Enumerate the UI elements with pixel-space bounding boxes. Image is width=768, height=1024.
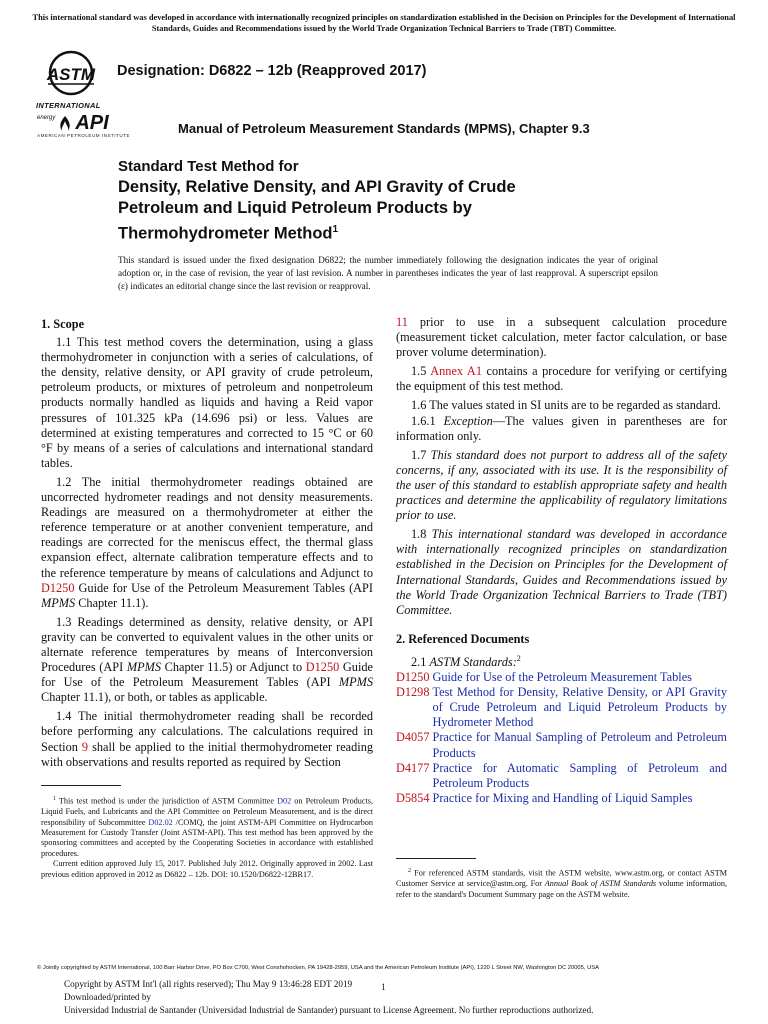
para-1-4-cont: shall be applied to the initial thermohydrometer reading with observations and results reported as required by Section: [41, 739, 373, 769]
title-line-2: Density, Relative Density, and API Gravity of Crude: [118, 178, 516, 196]
annex-a1-link[interactable]: Annex A1: [430, 364, 482, 379]
designation: Designation: D6822 – 12b (Reapproved 2017): [117, 63, 427, 79]
d1250-link[interactable]: D1250: [305, 660, 340, 675]
right-column: 11 prior to use in a subsequent calculation procedure (measurement ticket calculation, meter factor calculation, or base prover volume determination). 1.5 Annex A1 contains a procedure for verifying or certifying the equipment of this test method. 1.6 The values stated in SI units are to be regarded as standard. 1.6.1 Exception—The values given in parentheses are for information only. 1.7 This standard does not purport to address all of the safety concerns, if any, associated with its use. It is the responsibility of the user of this standard to establish appropriate safety and health practices and determine the applicability of regulatory limitations prior to use. 1.8 This international standard was developed in accordance with internationally recognized principles on standardization established in the Decision on Principles for the Development of International Standards, Guides and Recommendations issued by the World Trade Organization Technical Barriers to Trade (TBT) Committee. 2. Referenced Documents 2.1 ASTM Standards:$^2$ D1250 Guide for Use of the Petroleum Measurement Tables D1298 Test Method for Density, Relative Density, or API Gravity of Crude Petroleum and Liquid Petroleum Products by Hydrometer Method D4057 Practice for Manual Sampling of Petroleum and Petroleum Products D4177 Practice for Automatic Sampling of Petroleum and Petroleum Products D5854 Practice for Mixing and Handling of Liquid Samples: [396, 315, 728, 805]
page-number: 1: [381, 982, 386, 992]
para-1-6: 1.6 The values stated in SI units are to be regarded as standard.: [411, 398, 721, 413]
ref-item[interactable]: D4177 Practice for Automatic Sampling of Petroleum and Petroleum Products: [396, 760, 727, 790]
title-line-4: Thermohydrometer Method: [118, 224, 333, 243]
scope-heading: 1. Scope: [41, 317, 85, 331]
copyright-line: © Jointly copyrighted by ASTM International, 100 Barr Harbor Drive, PO Box C700, West Conshohocken, PA 19428-2959, USA and the American Petroleum Institute (API), 1220 L Street NW, Washington DC 20005, USA: [37, 965, 600, 971]
title-footnote-ref[interactable]: 1: [332, 224, 339, 235]
d02-02-link[interactable]: D02.02: [148, 817, 173, 827]
title-line-1: Standard Test Method for: [118, 158, 299, 175]
para-1-4: 1.4 The initial thermohydrometer reading shall be recorded before performing any calculations. The calculations required in Section 9 shall be applied to the initial thermohydrometer reading with observations and results reported as required by Section: [41, 709, 373, 769]
footnote-rule: [396, 858, 476, 859]
footnote-rule: [41, 785, 121, 786]
ref-item[interactable]: D1298 Test Method for Density, Relative Density, or API Gravity of Crude Petroleum and Liquid Petroleum Products by Hydrometer Method: [396, 685, 727, 730]
issue-note: This standard is issued under the fixed designation D6822; the number immediately following the designation indicates the year of original adoption or, in the case of revision, the year of last revision. A number in parentheses indicates the year of last reapproval. A superscript epsilon (ε) indicates an editorial change since the last revision or reapproval.: [118, 255, 658, 291]
footnote-2: $^2$ For referenced ASTM standards, visit the ASTM website, www.astm.org, or contact ASTM Customer Service at service@astm.org. For Annual Book of ASTM Standards volume information, refer to the standard's Document Summary page on the ASTM website.: [396, 868, 727, 899]
astm-emblem-icon: [36, 50, 106, 96]
footer-license: Universidad Industrial de Santander (Universidad Industrial de Santander) pursuant to License Agreement. No further reproductions authorized.: [64, 1005, 594, 1015]
para-1-2: 1.2 The initial thermohydrometer readings obtained are uncorrected hydrometer readings and not density measurements. Readings are measured on a thermohydrometer at either the reference temperature or at another convenient temperature, and readings are corrected for the meniscus effect, the thermal glass expansion effect, alternate calibration temperature effects and to the reference temperature by means of calculations and Adjunct to D1250 Guide for Use of the Petroleum Measurement Tables (API MPMS Chapter 11.1).: [41, 474, 373, 610]
api-wordmark: API: [75, 112, 109, 134]
para-1-5: 1.5 Annex A1 contains a procedure for verifying or certifying the equipment of this test method.: [396, 364, 727, 394]
svg-text:ASTM: ASTM: [46, 65, 96, 84]
mpms-heading: Manual of Petroleum Measurement Standards (MPMS), Chapter 9.3: [178, 121, 590, 136]
ref-item[interactable]: D5854 Practice for Mixing and Handling of Liquid Samples: [396, 790, 693, 805]
edition-note: Current edition approved July 15, 2017. Published July 2012. Originally approved in 2002. Last previous edition approved in 2012 as D6822 – 12b. DOI: 10.1520/D6822-12BR17.: [41, 859, 373, 879]
footnote-1: $^1$ This test method is under the jurisdiction of ASTM Committee D02 on Petroleum Products, Liquid Fuels, and Lubricants and the API Committee on Petroleum Measurement, and is the direct responsibility of Subcommittee D02.02 /COMQ, the joint ASTM-API Committee on Hydrocarbon Measurement for Custody Transfer (Joint ASTM-API). This test method has been approved by the sponsoring committees and accepted by the Cooperating Societies in accordance with established procedures. Current edition approved July 15, 2017. Published July 2012. Originally approved in 2002. Last previous edition approved in 2012 as D6822 – 12b. DOI: 10.1520/D6822-12BR17.: [41, 796, 373, 879]
para-1-7: 1.7 This standard does not purport to address all of the safety concerns, if any, associated with its use. It is the responsibility of the user of this standard to establish appropriate safety and health practices and determine the applicability of regulatory limitations prior to use.: [396, 447, 727, 523]
left-column: [41, 317, 373, 770]
section-9-link[interactable]: 9: [81, 739, 89, 754]
footer-copyright: Copyright by ASTM Int'l (all rights reserved); Thu May 9 13:46:28 EDT 2019: [64, 979, 353, 989]
astm-logo: [36, 50, 108, 110]
para-1-6-1: 1.6.1 Exception—The values given in parentheses are for information only.: [396, 413, 728, 443]
api-flame-icon: [57, 115, 73, 133]
d02-link[interactable]: D02: [277, 796, 292, 806]
astm-international-label: INTERNATIONAL: [36, 101, 101, 110]
ref-item[interactable]: D4057 Practice for Manual Sampling of Petroleum and Petroleum Products: [396, 730, 727, 760]
astm-standards-label: 2.1 ASTM Standards:$^2$: [411, 653, 521, 669]
ref-item[interactable]: D1250 Guide for Use of the Petroleum Measurement Tables: [396, 670, 692, 685]
para-1-1: 1.1 This test method covers the determination, using a glass thermohydrometer in conjunction with a series of calculations, of the density, relative density, or API gravity of crude petroleum, petroleum products, or mixtures of petroleum and nonpetroleum products normally handled as liquids and having a Reid vapor pressures of 101.325 kPa (14.696 psi) or less. Values are determined at existing temperatures and corrected to 15 °C or 60 °F by means of a series of calculations and international standard tables.: [41, 335, 373, 470]
api-institute-label: AMERICAN PETROLEUM INSTITUTE: [37, 133, 131, 138]
document-title: [118, 157, 678, 245]
para-1-3: 1.3 Readings determined as density, relative density, or API gravity can be converted to equivalent values in the other units or alternate reference temperatures by means of Interconversion Procedures (API MPMS Chapter 11.5) or Adjunct to D1250 Guide for Use of the Petroleum Measurement Tables (API MPMS Chapter 11.1), or both, or tables as applicable.: [41, 614, 373, 705]
footer-downloaded: Downloaded/printed by: [64, 992, 152, 1002]
tbt-banner: This international standard was developed in accordance with internationally recognized principles on standardization established in the Decision on Principles for the Development of International Standards, Guides and Recommendations issued by the World Trade Organization Technical Barriers to Trade (TBT) Committee.: [32, 13, 736, 33]
para-1-8: 1.8 This international standard was developed in accordance with internationally recognized principles on standardization established in the Decision on Principles for the Development of International Standards, Guides and Recommendations issued by the World Trade Organization Technical Barriers to Trade (TBT) Committee.: [396, 527, 727, 617]
api-logo: [37, 113, 177, 138]
referenced-documents-heading: 2. Referenced Documents: [396, 631, 530, 646]
title-line-3: Petroleum and Liquid Petroleum Products by: [118, 199, 472, 217]
download-footer: [64, 978, 593, 1017]
api-energy-label: energy: [37, 115, 56, 121]
section-11-link[interactable]: 11: [396, 315, 408, 329]
d1250-link[interactable]: D1250: [41, 580, 75, 595]
